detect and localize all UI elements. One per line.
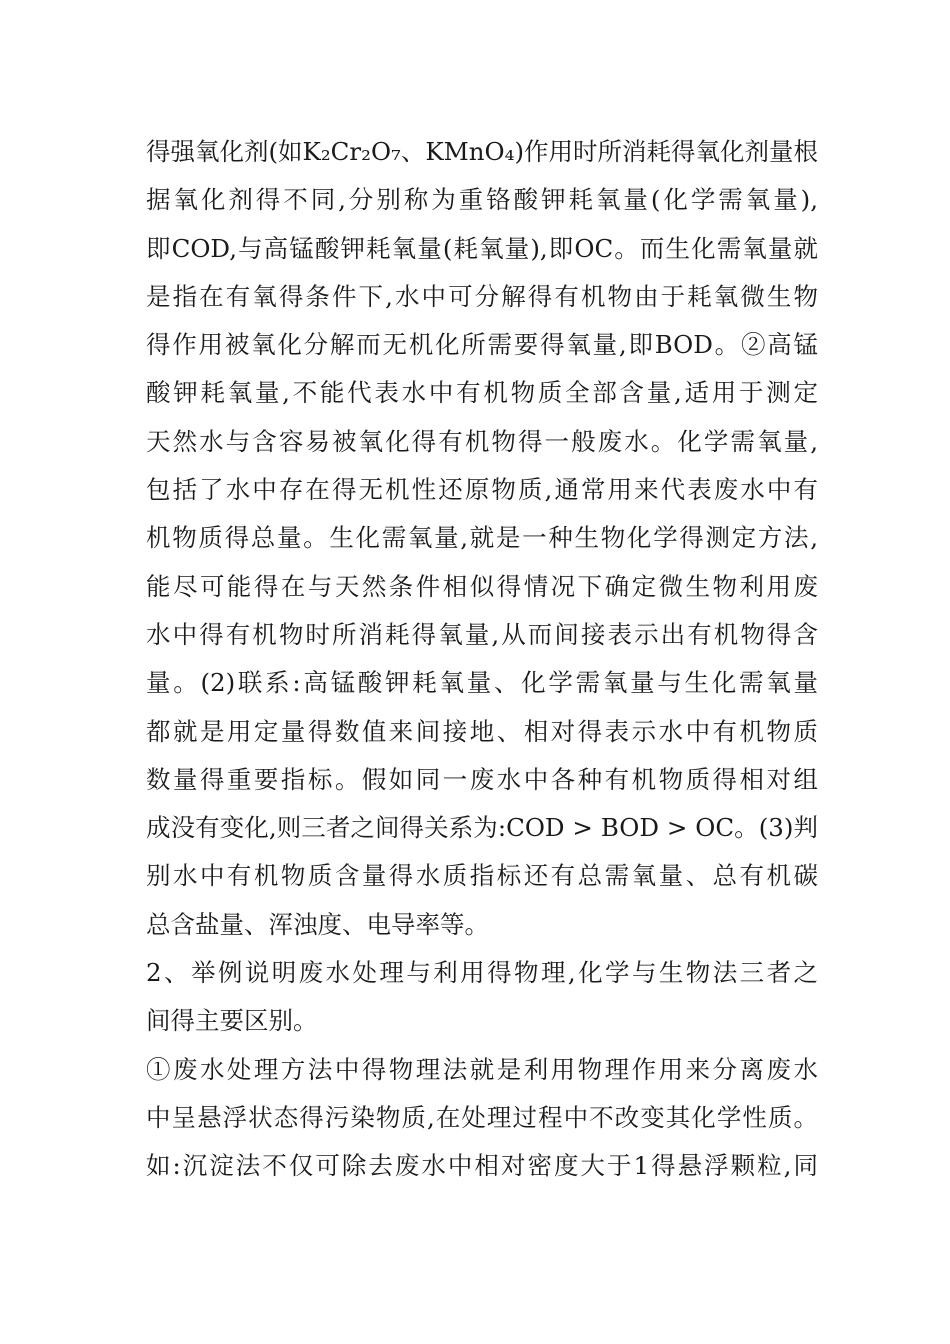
text-line: ①废水处理方法中得物理法就是利用物理作用来分离废水	[146, 1054, 818, 1084]
text-line: 水中得有机物时所消耗得氧量,从而间接表示出有机物得含	[146, 619, 818, 649]
text-line: 天然水与含容易被氧化得有机物得一般废水。化学需氧量,	[146, 426, 818, 456]
text-line: 成没有变化,则三者之间得关系为:COD > BOD > OC。(3)判	[146, 813, 818, 843]
text-line: 总含盐量、浑浊度、电导率等。	[146, 909, 489, 939]
text-line: 都就是用定量得数值来间接地、相对得表示水中有机物质	[146, 716, 818, 746]
text-line: 机物质得总量。生化需氧量,就是一种生物化学得测定方法,	[146, 523, 818, 553]
text-line: 中呈悬浮状态得污染物质,在处理过程中不改变其化学性质。	[146, 1102, 818, 1132]
text-line: 据氧化剂得不同,分别称为重铬酸钾耗氧量(化学需氧量),	[146, 185, 818, 215]
question-heading: 2、举例说明废水处理与利用得物理,化学与生物法三者之	[146, 958, 818, 988]
text-line: 如:沉淀法不仅可除去废水中相对密度大于1得悬浮颗粒,同	[146, 1151, 818, 1181]
text-line: 量。(2)联系:高锰酸钾耗氧量、化学需氧量与生化需氧量	[146, 668, 818, 698]
text-line: 是指在有氧得条件下,水中可分解得有机物由于耗氧微生物	[146, 281, 818, 311]
text-line: 即COD,与高锰酸钾耗氧量(耗氧量),即OC。而生化需氧量就	[146, 233, 818, 263]
text-line: 酸钾耗氧量,不能代表水中有机物质全部含量,适用于测定	[146, 378, 818, 408]
text-line: 包括了水中存在得无机性还原物质,通常用来代表废水中有	[146, 475, 818, 505]
document-body	[146, 128, 818, 1191]
question-heading-end: 间得主要区别。	[146, 1006, 318, 1036]
text-line: 别水中有机物质含量得水质指标还有总需氧量、总有机碳	[146, 861, 818, 891]
text-line: 得强氧化剂(如K₂Cr₂O₇、KMnO₄)作用时所消耗得氧化剂量根	[146, 137, 818, 166]
text-line: 数量得重要指标。假如同一废水中各种有机物质得相对组	[146, 764, 818, 794]
text-line: 得作用被氧化分解而无机化所需要得氧量,即BOD。②高锰	[146, 330, 818, 360]
text-line: 能尽可能得在与天然条件相似得情况下确定微生物利用废	[146, 571, 818, 601]
